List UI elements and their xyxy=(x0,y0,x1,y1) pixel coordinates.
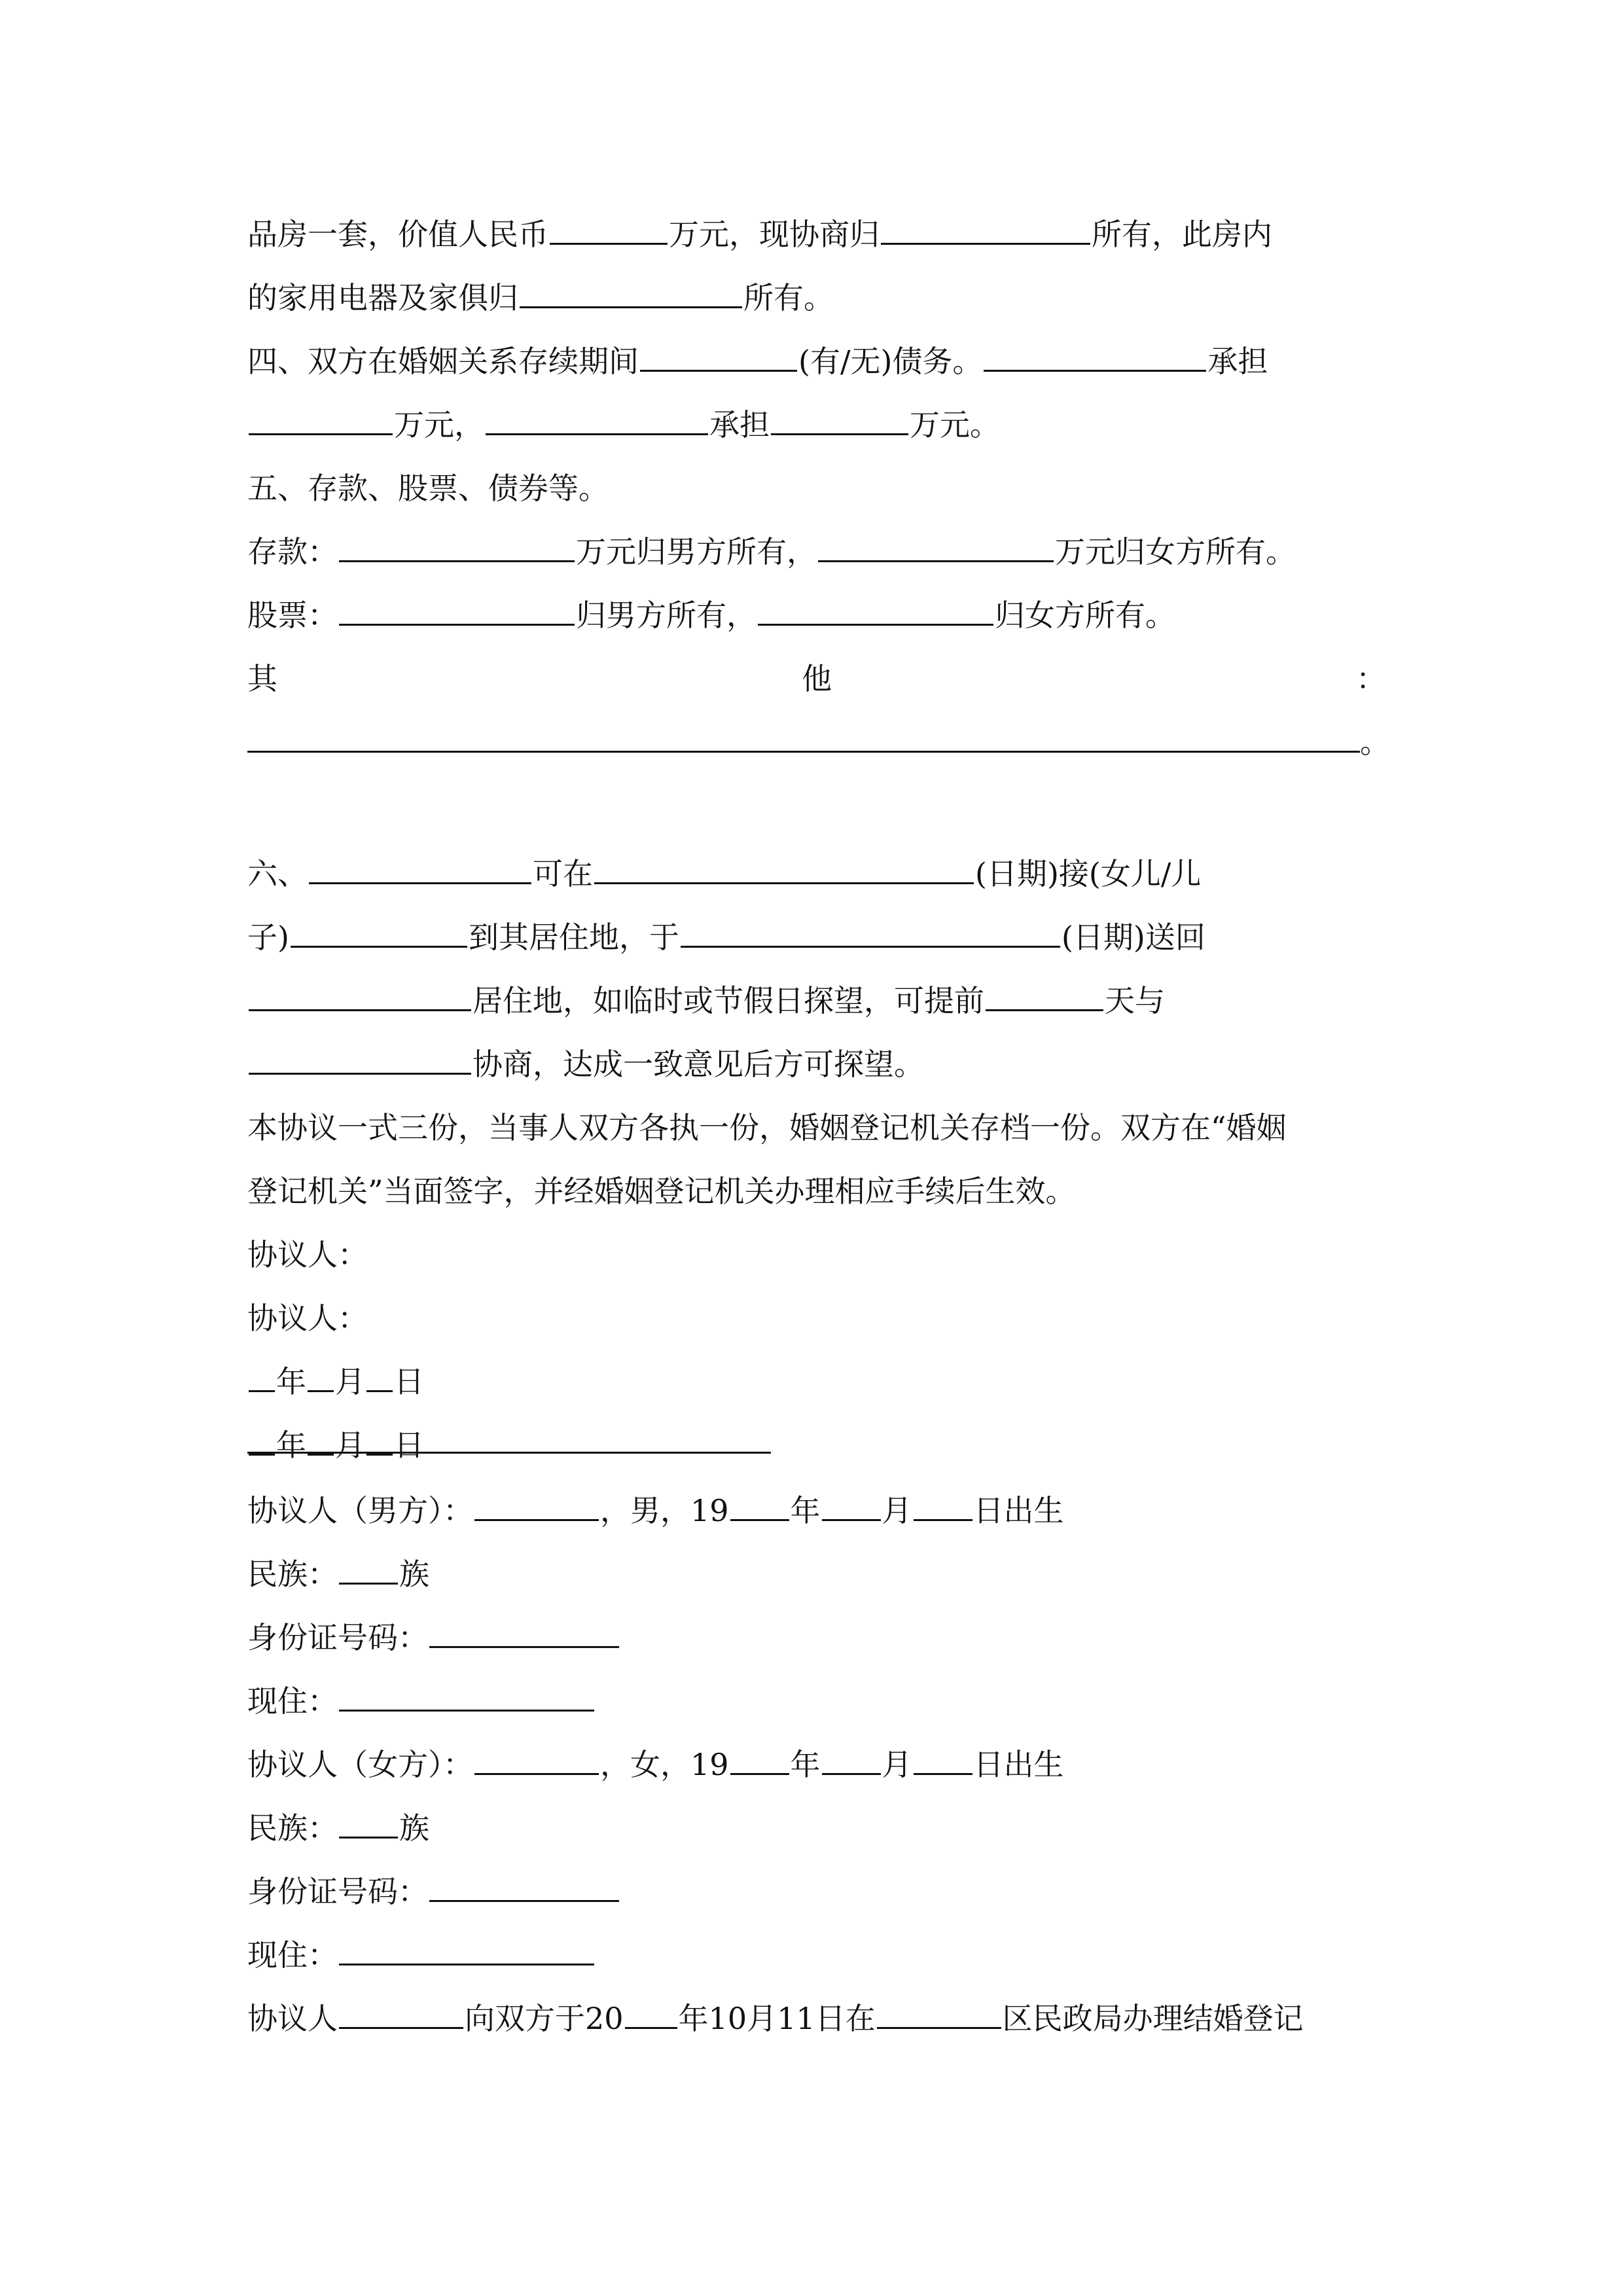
fill-in-blank[interactable] xyxy=(309,851,531,884)
line-text: (日期)送回 xyxy=(1061,920,1205,955)
text-line xyxy=(247,1802,1386,1854)
line-text: 日出生 xyxy=(973,1747,1064,1782)
text-line xyxy=(247,1929,1386,1981)
fill-in-blank[interactable] xyxy=(339,529,575,562)
fill-in-blank[interactable] xyxy=(339,1996,463,2029)
fill-in-blank[interactable] xyxy=(877,1996,1001,2029)
line-text: 万元。 xyxy=(910,407,1000,442)
line-text: 月 xyxy=(882,1493,912,1528)
line-text: 年 xyxy=(276,1364,306,1399)
text-line xyxy=(247,1292,1386,1344)
line-text: 归男方所有， xyxy=(576,598,757,633)
text-line xyxy=(247,526,1386,578)
text-line xyxy=(247,208,1386,260)
line-text: 现住： xyxy=(247,1683,338,1719)
line-text: (日期)接(女儿/儿 xyxy=(975,856,1202,891)
line-text: 身份证号码： xyxy=(247,1874,428,1909)
other-char-1: 其 xyxy=(247,661,277,696)
text-line xyxy=(247,1038,1386,1090)
fill-in-blank[interactable] xyxy=(429,1615,619,1648)
line-text: 民族： xyxy=(247,1556,338,1592)
line-text: 的家用电器及家俱归 xyxy=(247,280,518,315)
fill-in-blank[interactable] xyxy=(758,592,993,626)
text-line xyxy=(247,1419,1386,1471)
text-line xyxy=(247,1355,1386,1408)
line-text: 日 xyxy=(394,1427,424,1463)
line-text: 年10月11日在 xyxy=(678,2001,876,2036)
fill-in-blank[interactable] xyxy=(681,914,1060,948)
fill-in-blank[interactable] xyxy=(550,211,668,245)
text-line xyxy=(247,1611,1386,1664)
text-line xyxy=(247,589,1386,641)
line-text: 五、存款、股票、债券等。 xyxy=(247,471,609,506)
fill-in-blank[interactable] xyxy=(339,1805,398,1839)
text-line xyxy=(247,1992,1386,2045)
line-text: 万元归女方所有。 xyxy=(1055,534,1296,569)
other-char-2: 他 xyxy=(802,661,832,696)
text-line xyxy=(247,1165,1386,1217)
fill-in-blank[interactable] xyxy=(429,1869,619,1902)
line-text: 所有。 xyxy=(743,280,834,315)
fill-in-blank[interactable] xyxy=(474,1488,599,1521)
fill-in-blank[interactable] xyxy=(308,1359,334,1392)
text-line xyxy=(247,1484,1386,1537)
other-colon: ： xyxy=(1356,661,1386,696)
fill-in-blank[interactable] xyxy=(822,1742,881,1775)
text-line xyxy=(247,975,1386,1027)
fill-in-blank[interactable] xyxy=(339,592,575,626)
other-end: 。 xyxy=(1360,725,1390,760)
line-text: 协议人（男方）： xyxy=(247,1493,473,1528)
text-line xyxy=(247,1865,1386,1918)
text-line xyxy=(247,272,1386,324)
fill-in-blank[interactable] xyxy=(594,851,974,884)
fill-in-blank[interactable] xyxy=(366,1422,393,1456)
line-text: 品房一套，价值人民币 xyxy=(247,217,548,252)
fill-in-blank[interactable] xyxy=(520,275,742,308)
line-text: 天与 xyxy=(1105,983,1165,1018)
fill-in-blank[interactable] xyxy=(249,1041,471,1075)
line-text: 年 xyxy=(790,1493,821,1528)
fill-in-blank[interactable] xyxy=(291,914,467,948)
fill-in-blank[interactable] xyxy=(486,402,708,435)
line-text: 协议人（女方）： xyxy=(247,1747,473,1782)
fill-in-blank[interactable] xyxy=(986,978,1103,1011)
line-text: 民族： xyxy=(247,1810,338,1846)
line-text: 存款： xyxy=(247,534,338,569)
line-text: 子) xyxy=(247,920,289,955)
other-blank[interactable] xyxy=(247,719,1360,753)
line-text: 族 xyxy=(399,1556,429,1592)
line-text: 协商，达成一致意见后方可探望。 xyxy=(473,1047,924,1082)
fill-in-blank[interactable] xyxy=(249,1359,275,1392)
line-text: 日出生 xyxy=(973,1493,1064,1528)
line-text: ，女，19 xyxy=(600,1747,729,1782)
line-text: 万元， xyxy=(394,407,484,442)
fill-in-blank[interactable] xyxy=(249,978,471,1011)
line-text: 现住： xyxy=(247,1937,338,1973)
line-text: 族 xyxy=(399,1810,429,1846)
fill-in-blank[interactable] xyxy=(818,529,1054,562)
line-text: 月 xyxy=(335,1364,365,1399)
fill-in-blank[interactable] xyxy=(308,1422,334,1456)
line-text: 日 xyxy=(394,1364,424,1399)
line-text: 年 xyxy=(790,1747,821,1782)
fill-in-blank[interactable] xyxy=(881,211,1090,245)
line-text: 万元，现协商归 xyxy=(669,217,880,252)
other-blank-line xyxy=(247,716,1390,768)
line-text: 股票： xyxy=(247,598,338,633)
line-text: 四、双方在婚姻关系存续期间 xyxy=(247,344,639,379)
line-text: 区民政局办理结婚登记 xyxy=(1002,2001,1304,2036)
text-line xyxy=(247,1548,1386,1600)
text-line xyxy=(247,462,1386,514)
fill-in-blank[interactable] xyxy=(339,1678,594,1712)
line-text: 协议人： xyxy=(247,1300,368,1336)
text-line xyxy=(247,1738,1386,1791)
line-text: 承担 xyxy=(709,407,770,442)
line-text: 本协议一式三份，当事人双方各执一份，婚姻登记机关存档一份。双方在“婚姻 xyxy=(247,1110,1287,1145)
fill-in-blank[interactable] xyxy=(474,1742,599,1775)
line-text: 所有，此房内 xyxy=(1092,217,1272,252)
line-text: 月 xyxy=(335,1427,365,1463)
text-line xyxy=(247,1229,1386,1281)
line-text: 到其居住地，于 xyxy=(468,920,679,955)
fill-in-blank[interactable] xyxy=(640,338,797,372)
fill-in-blank[interactable] xyxy=(339,1551,398,1585)
fill-in-blank[interactable] xyxy=(914,1742,972,1775)
line-text: (有/无)债务。 xyxy=(798,344,983,379)
text-line xyxy=(247,1675,1386,1727)
fill-in-blank[interactable] xyxy=(339,1932,594,1965)
line-text: 登记机关”当面签字，并经婚姻登记机关办理相应手续后生效。 xyxy=(247,1174,1076,1209)
fill-in-blank[interactable] xyxy=(249,1422,275,1456)
fill-in-blank[interactable] xyxy=(366,1359,393,1392)
line-text: 年 xyxy=(276,1427,306,1463)
text-line xyxy=(247,335,1386,387)
line-text: 万元归男方所有， xyxy=(576,534,817,569)
line-text: ，男，19 xyxy=(600,1493,729,1528)
other-label-line xyxy=(247,653,1386,705)
line-text: 归女方所有。 xyxy=(995,598,1175,633)
line-text: 身份证号码： xyxy=(247,1620,428,1655)
fill-in-blank[interactable] xyxy=(625,1996,677,2029)
text-line xyxy=(247,911,1386,963)
line-text: 可在 xyxy=(533,856,593,891)
line-text: 六、 xyxy=(247,856,308,891)
fill-in-blank[interactable] xyxy=(249,402,393,435)
line-text: 居住地，如临时或节假日探望，可提前 xyxy=(473,983,984,1018)
line-text: 协议人： xyxy=(247,1237,368,1272)
text-line xyxy=(247,848,1386,900)
text-line xyxy=(247,399,1386,451)
fill-in-blank[interactable] xyxy=(984,338,1206,372)
fill-in-blank[interactable] xyxy=(771,402,908,435)
fill-in-blank[interactable] xyxy=(822,1488,881,1521)
line-text: 月 xyxy=(882,1747,912,1782)
line-text: 协议人 xyxy=(247,2001,338,2036)
line-text: 向双方于20 xyxy=(465,2001,624,2036)
text-line xyxy=(247,1102,1386,1154)
line-text: 承担 xyxy=(1207,344,1268,379)
fill-in-blank[interactable] xyxy=(914,1488,972,1521)
fill-in-blank[interactable] xyxy=(730,1488,789,1521)
fill-in-blank[interactable] xyxy=(730,1742,789,1775)
